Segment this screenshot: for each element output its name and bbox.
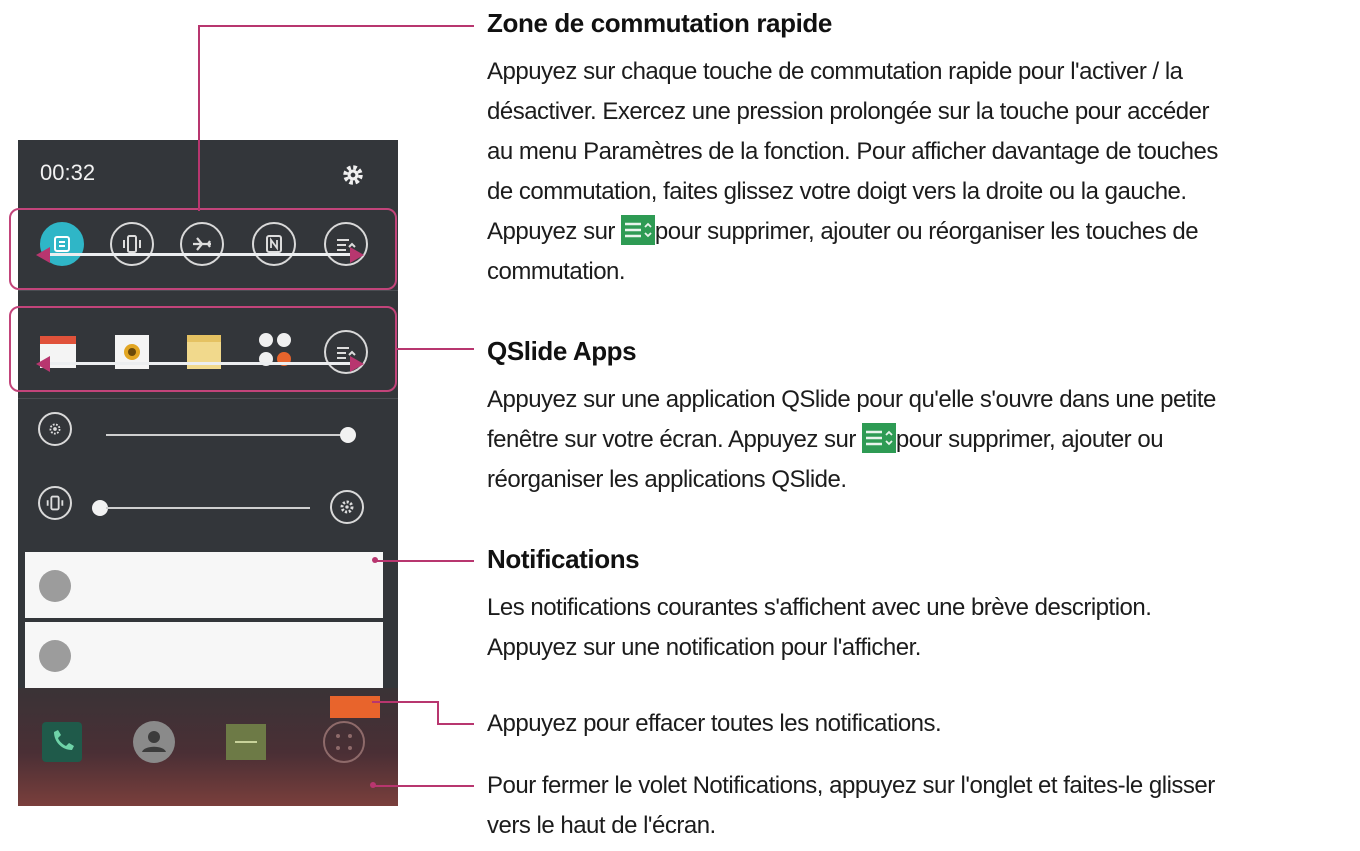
messages-icon[interactable] [224,720,268,764]
leader-line [375,560,474,562]
close-panel-description [487,766,1215,846]
notification-card[interactable] [25,552,383,618]
status-time: 00:32 [40,160,96,185]
text-line: désactiver. Exercez une pression prolongée sur la touche pour accéder [487,98,1209,125]
clear-description [487,704,941,744]
text-line: Appuyez pour effacer toutes les notifications. [487,710,942,737]
arrow-right-icon [342,243,366,267]
text-line: Appuyez sur une notification pour l'afficher. [487,634,921,661]
settings-gear-icon[interactable] [340,162,366,188]
swipe-arrow [46,362,352,365]
text-line: Les notifications courantes s'affichent avec une brève description. [487,594,1152,621]
text-segment: Appuyez sur [487,218,615,245]
volume-settings-button[interactable] [330,490,364,524]
quick-settings-description [487,52,1218,292]
leader-line [198,25,200,211]
brightness-slider-knob[interactable] [340,427,356,443]
gear-icon [337,497,357,517]
text-line: Appuyez sur chaque touche de commutation rapide pour l'activer / la [487,58,1183,85]
notifications-heading: Notifications [487,544,640,574]
arrow-right-icon [342,352,366,376]
leader-line [373,785,474,787]
notifications-description [487,588,1151,668]
leader-line [372,701,438,703]
status-bar [18,140,398,204]
brightness-slider-track[interactable] [106,434,352,436]
text-line: réorganiser les applications QSlide. [487,466,847,493]
text-line [487,420,1216,460]
phone-vibrate-icon [44,492,66,514]
arrow-left-icon [34,352,58,376]
text-line: commutation. [487,258,626,285]
swipe-arrow [46,253,352,256]
edit-list-icon [862,423,896,453]
text-segment: pour supprimer, ajouter ou réorganiser les touches de [654,218,1199,245]
text-line: Appuyez sur une application QSlide pour qu'elle s'ouvre dans une petite [487,386,1216,413]
edit-list-icon [621,215,655,245]
qslide-highlight [9,306,397,392]
usb-notification-icon [39,640,71,672]
text-line: au menu Paramètres de la fonction. Pour afficher davantage de touches [487,138,1218,165]
battery-notification-icon [39,570,71,602]
brightness-icon [44,418,66,440]
quick-settings-heading: Zone de commutation rapide [487,8,832,38]
leader-line [198,25,474,27]
clear-notifications-button[interactable] [330,696,380,718]
notification-card[interactable] [25,622,383,688]
leader-line [397,348,474,350]
divider [18,290,398,291]
contacts-icon[interactable] [132,720,176,764]
leader-line [437,701,439,725]
text-segment: fenêtre sur votre écran. Appuyez sur [487,426,856,453]
text-line [487,212,1218,252]
qslide-description [487,380,1216,500]
text-line: vers le haut de l'écran. [487,812,716,839]
volume-slider-track[interactable] [106,507,310,509]
apps-icon[interactable] [322,720,366,764]
text-line: de commutation, faites glissez votre doigt vers la droite ou la gauche. [487,178,1187,205]
arrow-left-icon [34,243,58,267]
text-segment: pour supprimer, ajouter ou [895,426,1164,453]
divider [18,398,398,399]
qslide-heading: QSlide Apps [487,336,637,366]
brightness-toggle[interactable] [38,412,72,446]
phone-icon[interactable] [40,720,84,764]
ring-mode-toggle[interactable] [38,486,72,520]
leader-line [437,723,474,725]
quick-settings-highlight [9,208,397,290]
text-line: Pour fermer le volet Notifications, appuyez sur l'onglet et faites-le glisser [487,772,1215,799]
